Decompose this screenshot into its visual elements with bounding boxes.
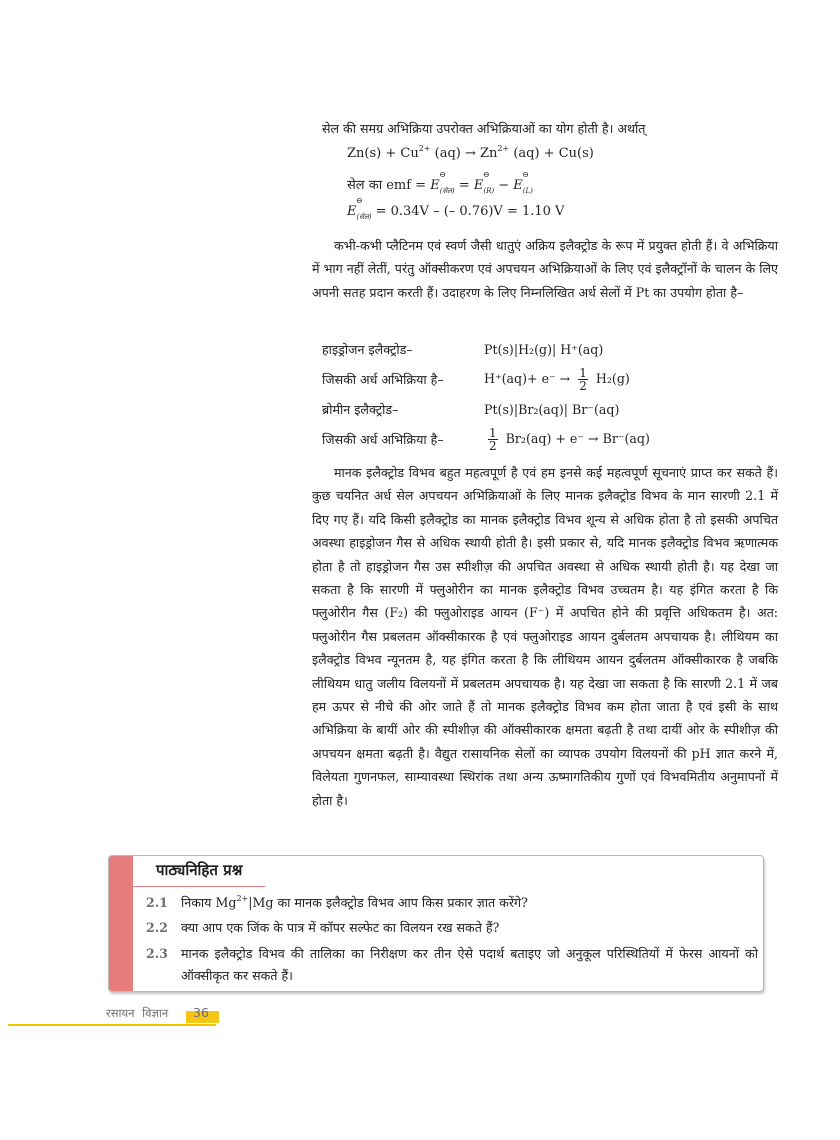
question-number: 2.3 (146, 946, 168, 961)
cell-reaction-equation (347, 146, 594, 161)
half-cell-row (322, 394, 742, 424)
question-number: 2.1 (146, 895, 168, 910)
half-cell-row (322, 424, 742, 454)
fraction-half: $\frac{1}{2}$ (489, 425, 497, 453)
half-cell-label: जिसकी अर्ध अभिक्रिया है– (322, 371, 444, 387)
emf-value-equation (347, 196, 565, 222)
emf-equation (347, 170, 533, 196)
zn-charge: 2+ (497, 144, 510, 153)
title-underline (133, 886, 265, 887)
footer-rule (8, 1024, 216, 1026)
half-cell-list (322, 334, 742, 454)
intro-line: सेल की समग्र अभिक्रिया उपरोक्त अभिक्रियाओं का योग होती है। अर्थात् (322, 121, 646, 136)
reaction-right: (aq) + Cu(s) (509, 146, 594, 161)
e-cell-symbol: E ⊖ $_{(सेल)}$ (347, 196, 372, 221)
question-item (146, 943, 758, 987)
box-title: पाठ्यनिहित प्रश्न (156, 861, 243, 879)
half-cell-notation: Pt(s)|H₂(g)| H⁺(aq) (484, 341, 604, 357)
half-reaction: $\frac{1}{2}$ Br₂(aq) + e⁻ → Br⁻(aq) (489, 425, 650, 453)
question-text: क्या आप एक जिंक के पात्र में कॉपर सल्फेट का विलयन रख सकते हैं? (181, 920, 500, 935)
cu-charge: 2+ (418, 144, 431, 153)
question-item (146, 892, 758, 914)
half-cell-label: हाइड्रोजन इलैक्ट्रोड– (322, 341, 413, 357)
half-reaction: H⁺(aq)+ e⁻ → $\frac{1}{2}$ H₂(g) (484, 365, 630, 393)
e-left-symbol: E ⊖ $_{(L)}$ (513, 170, 533, 195)
minus: − (494, 178, 514, 193)
question-text: मानक इलैक्ट्रोड विभव की तालिका का निरीक्षण कर तीन ऐसे पदार्थ बताइए जो अनुकूल परिस्थितियों में फेरस आयनों को ऑक्सीकृत कर सकते हैं। (181, 946, 758, 983)
question-text: निकाय $Mg^{2+}|Mg$ का मानक इलैक्ट्रोड विभव आप किस प्रकार ज्ञात करेंगे? (181, 894, 528, 910)
accent-strip (109, 856, 133, 991)
half-cell-label: जिसकी अर्ध अभिक्रिया है– (322, 431, 444, 447)
e-right-symbol: E ⊖ $_{(R)}$ (473, 170, 495, 195)
page-number: 36 (193, 1005, 209, 1020)
half-cell-row (322, 364, 742, 394)
question-item (146, 917, 758, 939)
equals: = (454, 178, 474, 193)
half-cell-label: ब्रोमीन इलैक्ट्रोड– (322, 401, 399, 417)
fraction-half: $\frac{1}{2}$ (579, 365, 587, 393)
emf-label: सेल का emf = (347, 178, 431, 193)
paragraph-standard-potential: मानक इलैक्ट्रोड विभव बहुत महत्वपूर्ण है एवं हम इनसे कई महत्वपूर्ण सूचनाएं प्राप्त कर सकते हैं। कुछ चयनित अर्ध सेल अपचयन अभिक्रियाओं के लिए मानक इलैक्ट्रोड विभव के मान सारणी 2.1 में दिए गए हैं। यदि किसी इलैक्ट्रोड का मानक इलैक्ट्रोड विभव शून्य से अधिक होता है तो इसकी अपचित अवस्था हाइड्रोजन गैस से अधिक स्थायी होती है। इसी प्रकार से, यदि मानक इलैक्ट्रोड विभव ऋणात्मक होता है तो हाइड्रोजन गैस उस स्पीशीज़ की अपचित अवस्था से अधिक स्थायी होती है। यह देखा जा सकता है कि सारणी में फ्लुओरीन का मानक इलैक्ट्रोड विभव उच्चतम है। यह इंगित करता है कि फ्लुओरीन गैस (F₂) की फ्लुओराइड आयन (F⁻) में अपचित होने की प्रवृत्ति अधिकतम है। अत: फ्लुओरीन गैस प्रबलतम ऑक्सीकारक है एवं फ्लुओराइड आयन दुर्बलतम अपचायक है। लीथियम का इलैक्ट्रोड विभव न्यूनतम है, यह इंगित करता है कि लीथियम आयन दुर्बलतम ऑक्सीकारक है जबकि लीथियम धातु जलीय विलयनों में प्रबलतम अपचायक है। यह देखा जा सकता है कि सारणी 2.1 में जब हम ऊपर से नीचे की ओर जाते हैं तो मानक इलैक्ट्रोड विभव कम होता जाता है एवं इसी के साथ अभिक्रिया के बायीं ओर की स्पीशीज़ की ऑक्सीकारक क्षमता बढ़ती है तथा दायीं ओर के स्पीशीज़ की अपचयन क्षमता बढ़ती है। वैद्युत रासायनिक सेलों का व्यापक उपयोग विलयनों की pH ज्ञात करने में, विलेयता गुणनफल, साम्यावस्था स्थिरांक तथा अन्य ऊष्मागतिकीय गुणों एवं विभवमितीय अनुमापनों में होता है। (312, 465, 778, 808)
question-number: 2.2 (146, 920, 168, 935)
reaction-left: Zn(s) + Cu (347, 146, 419, 161)
e-cell-symbol: E ⊖ $_{(सेल)}$ (430, 170, 455, 195)
footer-book-title: रसायन विज्ञान (106, 1006, 169, 1020)
reaction-mid: (aq) → Zn (430, 146, 498, 161)
half-cell-row (322, 334, 742, 364)
paragraph-inert-electrodes: कभी-कभी प्लैटिनम एवं स्वर्ण जैसी धातुएं अक्रिय इलैक्ट्रोड के रूप में प्रयुक्त होती हैं। वे अभिक्रिया में भाग नहीं लेतीं, परंतु ऑक्सीकरण एवं अपचयन अभिक्रियाओं के लिए एवं इलैक्ट्रॉनों के चालन के लिए अपनी सतह प्रदान करती हैं। उदाहरण के लिए निम्नलिखित अर्ध सेलों में Pt का उपयोग होता है– (312, 238, 778, 300)
intext-questions-box (108, 855, 764, 992)
half-cell-notation: Pt(s)|Br₂(aq)| Br⁻(aq) (484, 401, 620, 417)
emf-value: = 0.34V – (– 0.76)V = 1.10 V (371, 204, 565, 219)
